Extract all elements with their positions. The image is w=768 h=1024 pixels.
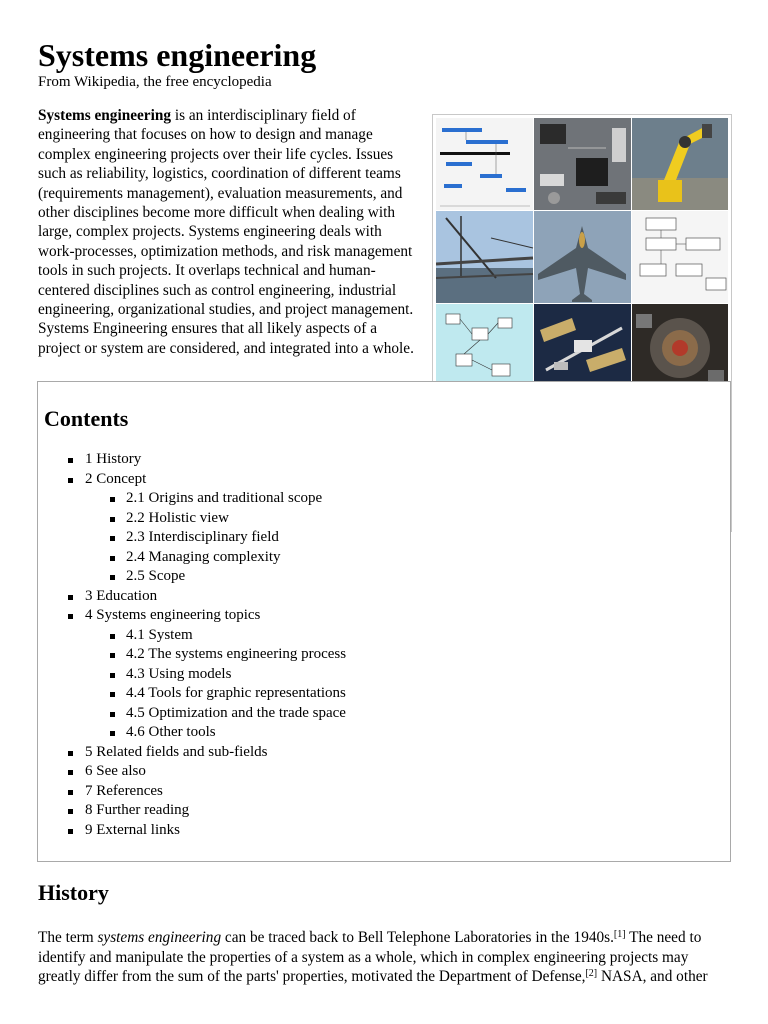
toc-item[interactable]: 8 Further reading — [38, 801, 730, 821]
history-paragraph — [38, 928, 730, 987]
toc-item[interactable]: 4.2 The systems engineering process — [38, 645, 730, 665]
toc-item[interactable]: 6 See also — [38, 762, 730, 782]
robot-arm-image — [632, 118, 728, 210]
history-text: The term — [38, 929, 98, 946]
toc-item[interactable]: 2.5 Scope — [38, 567, 730, 587]
circuit-board-image — [534, 118, 631, 210]
toc-item[interactable]: 2.1 Origins and traditional scope — [38, 489, 730, 509]
toc-item[interactable]: 4.4 Tools for graphic representations — [38, 684, 730, 704]
toc-item[interactable]: 2.4 Managing complexity — [38, 548, 730, 568]
toc-item[interactable]: 7 References — [38, 782, 730, 802]
toc-list — [38, 450, 730, 840]
page-title: Systems engineering — [38, 37, 317, 73]
intro-text: is an interdisciplinary field of engineering that focuses on how to design and manage complex engineering projects over their life cycles. Issues such as reliability, logistics, coordination of different teams (requirements management), evaluation measurements, and other disciplines become more difficult when dealing with large, complex projects. Systems engineering deals with work-processes, optimization methods, and risk management tools in such projects. It overlaps technical and human-centered disciplines such as control engineering, industrial engineering, organizational studies, and project management. Systems Engineering ensures that all likely aspects of a project or system are considered, and integrated into a whole. — [38, 107, 414, 357]
page-subtitle: From Wikipedia, the free encyclopedia — [38, 74, 272, 90]
toc-item[interactable]: 4.3 Using models — [38, 665, 730, 685]
history-text: NASA, and other — [597, 968, 708, 985]
bridge-construction-image — [436, 211, 533, 303]
history-text: can be traced back to Bell Telephone Laboratories in the 1940s. — [221, 929, 614, 946]
intro-paragraph — [38, 106, 418, 358]
toc-item[interactable]: 2 Concept — [38, 470, 730, 490]
gantt-chart-image — [436, 118, 533, 210]
infobox-image-mosaic[interactable] — [436, 118, 728, 394]
toc-item[interactable]: 2.2 Holistic view — [38, 509, 730, 529]
toc-item[interactable]: 5 Related fields and sub-fields — [38, 743, 730, 763]
history-text: The need to identify and manipulate the properties of a system as a whole, which in complex engineering projects may greatly differ from the sum of the parts' properties, motivated the Department of Defense, — [38, 929, 702, 985]
toc-item[interactable]: 1 History — [38, 450, 730, 470]
reference-link[interactable]: [2] — [585, 968, 598, 979]
toc-item[interactable]: 4.1 System — [38, 626, 730, 646]
section-heading-history: History — [38, 880, 109, 905]
toc-item[interactable]: 2.3 Interdisciplinary field — [38, 528, 730, 548]
table-of-contents — [37, 381, 731, 862]
toc-item[interactable]: 4.5 Optimization and the trade space — [38, 704, 730, 724]
toc-title: Contents — [44, 406, 129, 431]
reference-link[interactable]: [1] — [613, 929, 626, 940]
toc-item[interactable]: 9 External links — [38, 821, 730, 841]
toc-item[interactable]: 4.6 Other tools — [38, 723, 730, 743]
toc-item[interactable]: 4 Systems engineering topics — [38, 606, 730, 626]
intro-lead-term: Systems engineering — [38, 107, 171, 124]
fighter-jet-image — [534, 211, 631, 303]
toc-item[interactable]: 3 Education — [38, 587, 730, 607]
flow-diagram-image — [632, 211, 728, 303]
history-term: systems engineering — [97, 929, 222, 946]
